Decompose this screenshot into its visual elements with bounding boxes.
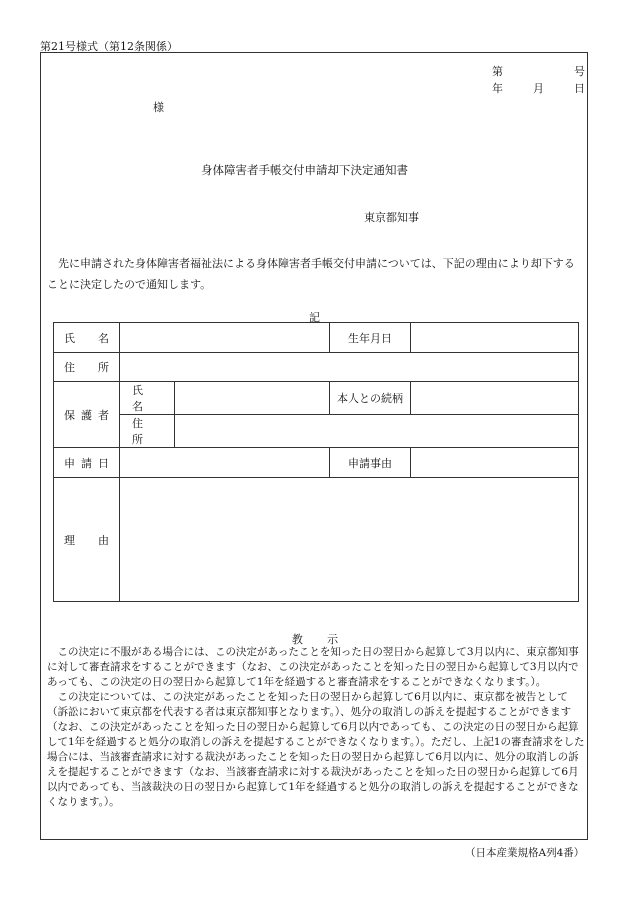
guardian-address-cell xyxy=(175,415,579,448)
address-label: 住 所 xyxy=(54,353,120,382)
notice-paragraph-2: この決定については、この決定があったことを知った日の翌日から起算して6月以内に、東京都を被告として（訴訟において東京都を代表する者は東京都知事となります。）、処分の取消しの訴えを提起することができます（なお、この決定があったことを知った日の翌日から起算して6月以内であっても、この決定の日の翌日から起算して1年を経過すると処分の取消しの訴えを提起することができなくなります。）。ただし、上記1の審査請求をした場合には、当該審査請求に対する裁決があったことを知った日の翌日から起算して6月以内に、処分の取消しの訴えを提起することができます（なお、当該審査請求に対する裁決があったことを知った日の翌日から起算して6月以内であっても、当該裁決の日の翌日から起算して1年を経過すると処分の取消しの訴えを提起することができなくなります。）。 xyxy=(47,691,585,808)
guardian-name-cell xyxy=(175,382,330,415)
document-frame xyxy=(40,52,588,840)
notice-text xyxy=(47,645,585,810)
year-label: 年 xyxy=(492,82,503,95)
ki-label: 記 xyxy=(309,311,320,324)
paper-size-note: （日本産業規格A列4番） xyxy=(465,847,585,859)
application-date-label: 申請日 xyxy=(54,448,120,478)
application-matter-label: 申請事由 xyxy=(330,448,411,478)
guardian-name-label: 氏 名 xyxy=(120,382,175,415)
name-label: 氏 名 xyxy=(54,323,120,353)
day-label: 日 xyxy=(574,82,585,95)
guardian-label: 保護者 xyxy=(54,382,120,448)
notice-paragraph-1: この決定に不服がある場合には、この決定があったことを知った日の翌日から起算して3月以内に、東京都知事に対して審査請求をすることができます（なお、この決定があったことを知った日の翌日から起算して3月以内であっても、この決定の日の翌日から起算して1年を経過すると審査請求をすることができなくなります。）。 xyxy=(47,646,579,688)
notice-heading: 教示 xyxy=(291,633,363,646)
birth-date-cell xyxy=(411,323,579,353)
address-cell xyxy=(120,353,579,382)
document-title: 身体障害者手帳交付申請却下決定通知書 xyxy=(201,163,408,177)
name-cell xyxy=(120,323,330,353)
form-number: 第21号様式（第12条関係） xyxy=(40,40,178,53)
relationship-cell xyxy=(411,382,579,415)
reason-cell xyxy=(120,478,579,602)
guardian-address-label: 住 所 xyxy=(120,415,175,448)
number-label: 第 xyxy=(492,65,503,78)
number-suffix: 号 xyxy=(574,65,585,78)
addressee-suffix: 様 xyxy=(153,101,164,114)
month-label: 月 xyxy=(533,82,544,95)
birth-date-label: 生年月日 xyxy=(330,323,411,353)
issuer: 東京都知事 xyxy=(364,211,419,224)
relationship-label: 本人との続柄 xyxy=(330,382,411,415)
application-matter-cell xyxy=(411,448,579,478)
application-date-cell xyxy=(120,448,330,478)
record-table xyxy=(53,322,579,602)
reason-label: 理 由 xyxy=(54,478,120,602)
body-text: 先に申請された身体障害者福祉法による身体障害者手帳交付申請については、下記の理由により却下することに決定したので通知します。 xyxy=(47,257,575,291)
